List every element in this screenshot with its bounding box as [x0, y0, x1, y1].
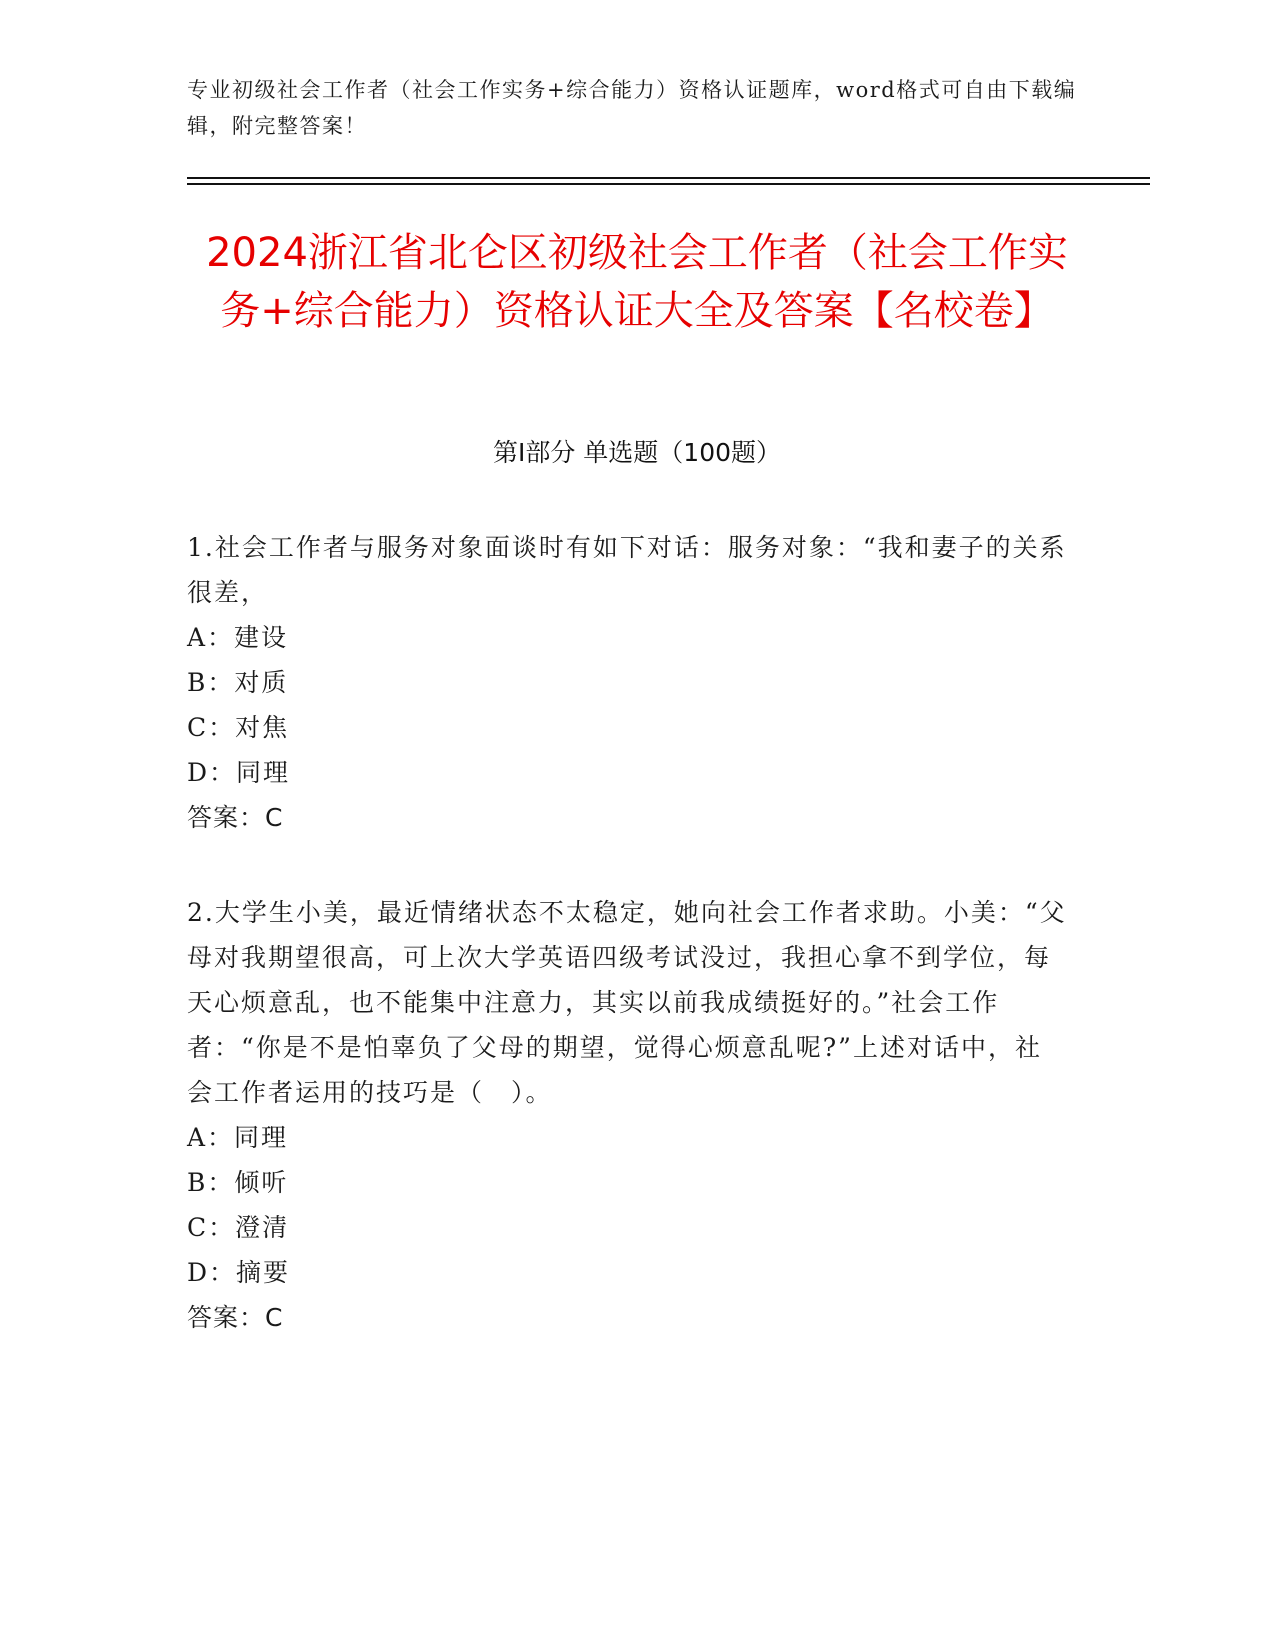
option-b: B：对质 — [187, 668, 289, 697]
question-stem: 2.大学生小美，最近情绪状态不太稳定，她向社会工作者求助。小美：“父母对我期望很高，可上次大学英语四级考试没过，我担心拿不到学位，每天心烦意乱，也不能集中注意力，其实以前我成绩挺好的。”社会工作者：“你是不是怕辜负了父母的期望，觉得心烦意乱呢?”上述对话中，社会工作者运用的技巧是（ ）。 — [187, 898, 1067, 1107]
option-c: C：对焦 — [187, 713, 290, 742]
option-d: D：同理 — [187, 758, 291, 787]
option-d: D：摘要 — [187, 1258, 291, 1287]
option-a: A：同理 — [187, 1123, 289, 1152]
question-1 — [187, 525, 1067, 840]
option-c: C：澄清 — [187, 1213, 290, 1242]
option-a: A：建设 — [187, 623, 289, 652]
header-divider-top — [187, 177, 1150, 179]
document-title: 2024浙江省北仑区初级社会工作者（社会工作实务+综合能力）资格认证大全及答案【名校卷】 — [206, 230, 1068, 334]
section-title: 第Ⅰ部分 单选题（100题） — [492, 438, 782, 467]
answer: 答案：C — [187, 1303, 284, 1332]
header-note: 专业初级社会工作者（社会工作实务+综合能力）资格认证题库，word格式可自由下载编辑，附完整答案！ — [187, 78, 1077, 138]
question-2 — [187, 890, 1067, 1340]
option-b: B：倾听 — [187, 1168, 289, 1197]
header-divider-bottom — [187, 183, 1150, 185]
question-stem: 1.社会工作者与服务对象面谈时有如下对话：服务对象：“我和妻子的关系很差， — [187, 533, 1067, 607]
answer: 答案：C — [187, 803, 284, 832]
